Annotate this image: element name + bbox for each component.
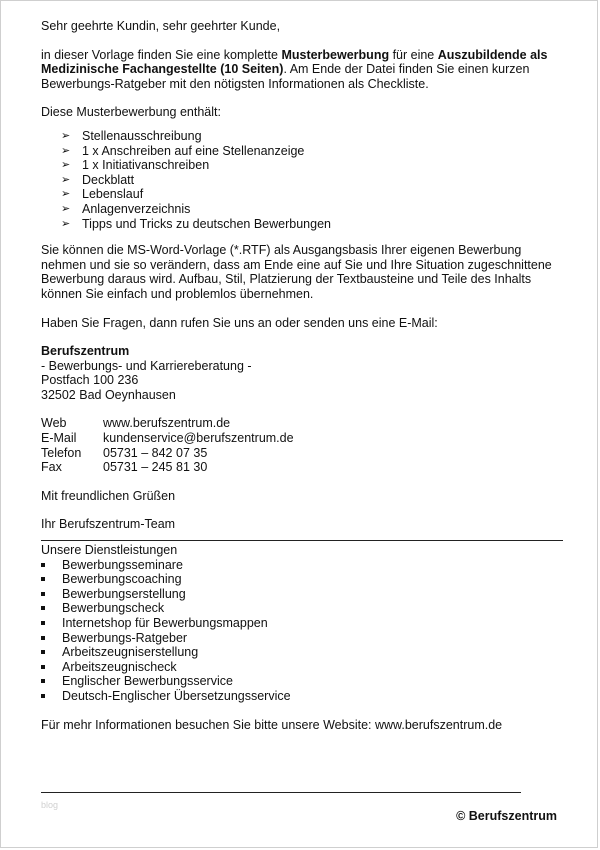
services-group [41,645,563,674]
contents-item-label: Lebenslauf [82,187,144,202]
service-item-label: Deutsch-Englischer Übersetzungsservice [62,688,291,703]
arrow-bullet-icon: ➢ [61,129,71,142]
intro-text-2: für eine [389,47,438,62]
watermark: blog [41,800,59,810]
service-item-label: Englischer Bewerbungsservice [62,674,233,689]
services-heading: Unsere Dienstleistungen [41,543,178,558]
questions-paragraph: Haben Sie Fragen, dann rufen Sie uns an oder senden uns eine E-Mail: [41,315,438,330]
service-item [41,572,563,587]
square-bullet-icon [41,694,45,698]
contact-value: 05731 – 842 07 35 [103,445,208,460]
contact-label: E-Mail [41,431,77,446]
usage-paragraph: Sie können die MS-Word-Vorlage (*.RTF) als Ausgangsbasis Ihrer eigenen Bewerbung nehmen und sie so verändern, dass am Ende eine auf Sie und Ihre Situation zugeschnittene Bewerbung daraus wird. Aufbau, Stil, Platzierung der Textbausteine und Teile des Inhalts können Sie einfach und problemlos übernehmen. [41,243,552,301]
square-bullet-icon [41,606,45,610]
intro-bold-1: Musterbewerbung [281,47,390,62]
company-tagline: - Bewerbungs- und Karriereberatung - [41,358,252,373]
service-item [41,601,563,616]
company-name: Berufszentrum [41,344,130,359]
service-item [41,660,563,675]
website-note: Für mehr Informationen besuchen Sie bitte unsere Website: www.berufszentrum.de [41,717,503,732]
contact-label: Web [41,416,67,431]
service-item-label: Bewerbungsseminare [62,557,183,572]
contact-row [41,446,563,461]
arrow-bullet-icon: ➢ [61,159,71,172]
service-item [41,587,563,602]
contents-item-label: 1 x Anschreiben auf eine Stellenanzeige [82,143,305,158]
service-item-label: Bewerbungscheck [62,601,165,616]
contents-item [61,173,563,188]
contains-heading: Diese Musterbewerbung enthält: [41,105,221,120]
intro-text-3: . Am Ende der Datei finden Sie einen kurzen Bewerbungs-Ratgeber mit den nötigsten Informationen als Checkliste. [41,62,530,91]
service-item [41,674,563,689]
service-item [41,558,563,573]
service-item-label: Internetshop für Bewerbungsmappen [62,616,268,630]
contact-label: Fax [41,460,62,475]
square-bullet-icon [41,621,45,625]
square-bullet-icon [41,563,45,567]
contents-item-label: Deckblatt [82,172,135,187]
contents-list [41,129,563,231]
contents-item [61,129,563,144]
contents-item [61,187,563,202]
service-item-label: Bewerbungs-Ratgeber [62,630,188,645]
service-item [41,631,563,646]
salutation: Sehr geehrte Kundin, sehr geehrter Kunde, [41,19,281,33]
contact-value: www.berufszentrum.de [103,416,231,431]
services-group [41,558,563,646]
service-item [41,616,563,631]
contents-item [61,144,563,159]
contact-block [41,416,563,474]
contact-label: Telefon [41,445,82,460]
contents-item-label: Tipps und Tricks zu deutschen Bewerbungen [82,216,331,231]
contents-item [61,217,563,232]
arrow-bullet-icon: ➢ [61,173,71,186]
services-section [41,558,563,704]
service-item-label: Arbeitszeugnischeck [62,659,177,674]
arrow-bullet-icon: ➢ [61,188,71,201]
square-bullet-icon [41,679,45,683]
service-item-label: Bewerbungserstellung [62,586,186,601]
intro-paragraph [41,48,563,92]
letter-body [41,19,563,732]
contents-item [61,158,563,173]
company-city: 32502 Bad Oeynhausen [41,387,176,402]
contact-row [41,431,563,446]
contents-item [61,202,563,217]
company-address [41,344,563,402]
arrow-bullet-icon: ➢ [61,202,71,215]
service-item [41,689,563,704]
square-bullet-icon [41,592,45,596]
contact-value: kundenservice@berufszentrum.de [103,431,294,446]
contents-item-label: Anlagenverzeichnis [82,201,191,216]
square-bullet-icon [41,577,45,581]
arrow-bullet-icon: ➢ [61,144,71,157]
intro-bold-2: Auszubildende als Medizinische Fachangestellte (10 Seiten) [41,47,548,77]
company-postbox: Postfach 100 236 [41,373,139,388]
square-bullet-icon [41,650,45,654]
contents-item-label: Stellenausschreibung [82,128,202,143]
copyright: © Berufszentrum [456,809,557,823]
service-item-label: Bewerbungscoaching [62,572,182,587]
signature: Ihr Berufszentrum-Team [41,517,176,532]
services-group [41,674,563,703]
divider [41,540,563,541]
contact-value: 05731 – 245 81 30 [103,460,208,475]
intro-text-1: in dieser Vorlage finden Sie eine komplette [41,47,282,62]
closing: Mit freundlichen Grüßen [41,488,176,503]
service-item [41,645,563,660]
contact-row [41,416,563,431]
square-bullet-icon [41,665,45,669]
footer-divider [41,792,521,793]
contact-row [41,460,563,475]
square-bullet-icon [41,636,45,640]
service-item-label: Arbeitszeugniserstellung [62,645,199,660]
contents-item-label: 1 x Initiativanschreiben [82,158,210,173]
arrow-bullet-icon: ➢ [61,217,71,230]
